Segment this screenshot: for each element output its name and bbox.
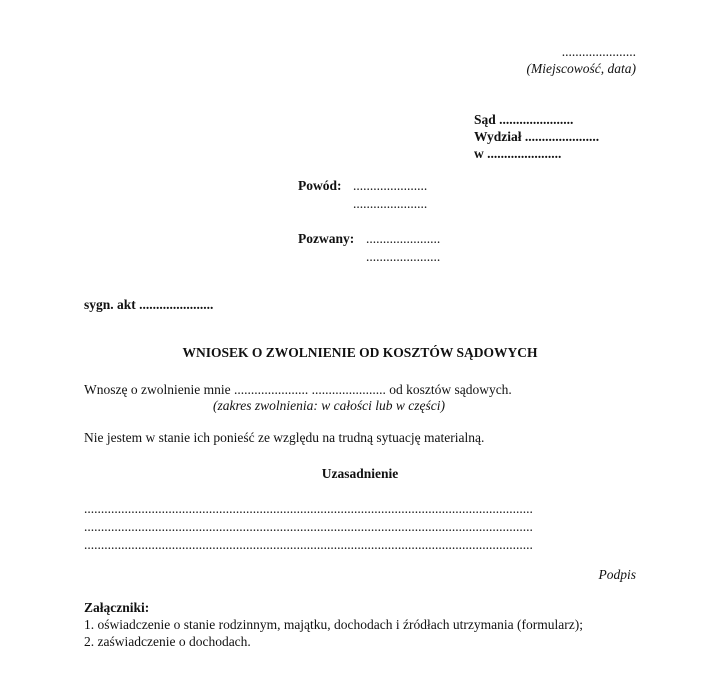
justification-line-3[interactable]: ..................................................................................................................................... [84,537,533,552]
attachment-item-1: 1. oświadczenie o stanie rodzinnym, majątku, dochodach i źródłach utrzymania (formularz); [84,617,583,632]
statement-text: Nie jestem w stanie ich ponieść ze względu na trudną sytuację materialną. [84,430,485,445]
defendant-label: Pozwany: [298,231,355,246]
justification-line-2[interactable]: ..................................................................................................................................... [84,519,533,534]
case-number-field[interactable]: sygn. akt ...................... [84,297,214,312]
court-city-field[interactable]: w ...................... [474,146,562,161]
justification-line-1[interactable]: ..................................................................................................................................... [84,501,533,516]
plaintiff-line-2[interactable]: ...................... [353,196,428,211]
defendant-line-1[interactable]: ...................... [366,231,441,246]
defendant-line-2[interactable]: ...................... [366,249,441,264]
signature-label: Podpis [598,567,636,582]
attachment-item-2: 2. zaświadczenie o dochodach. [84,634,251,649]
court-name-field[interactable]: Sąd ...................... [474,112,574,127]
plaintiff-line-1[interactable]: ...................... [353,178,428,193]
document-title: WNIOSEK O ZWOLNIENIE OD KOSZTÓW SĄDOWYCH [182,345,538,360]
request-note: (zakres zwolnienia: w całości lub w części) [213,398,445,413]
place-date-dots[interactable]: ...................... [561,44,636,59]
court-division-field[interactable]: Wydział ...................... [474,129,600,144]
attachments-heading: Załączniki: [84,600,150,615]
request-text[interactable]: Wnoszę o zwolnienie mnie ...................... ...................... od kosztów sądowych. [84,382,512,397]
justification-heading: Uzasadnienie [321,466,399,481]
plaintiff-label: Powód: [298,178,342,193]
place-date-label: (Miejscowość, data) [526,61,636,76]
